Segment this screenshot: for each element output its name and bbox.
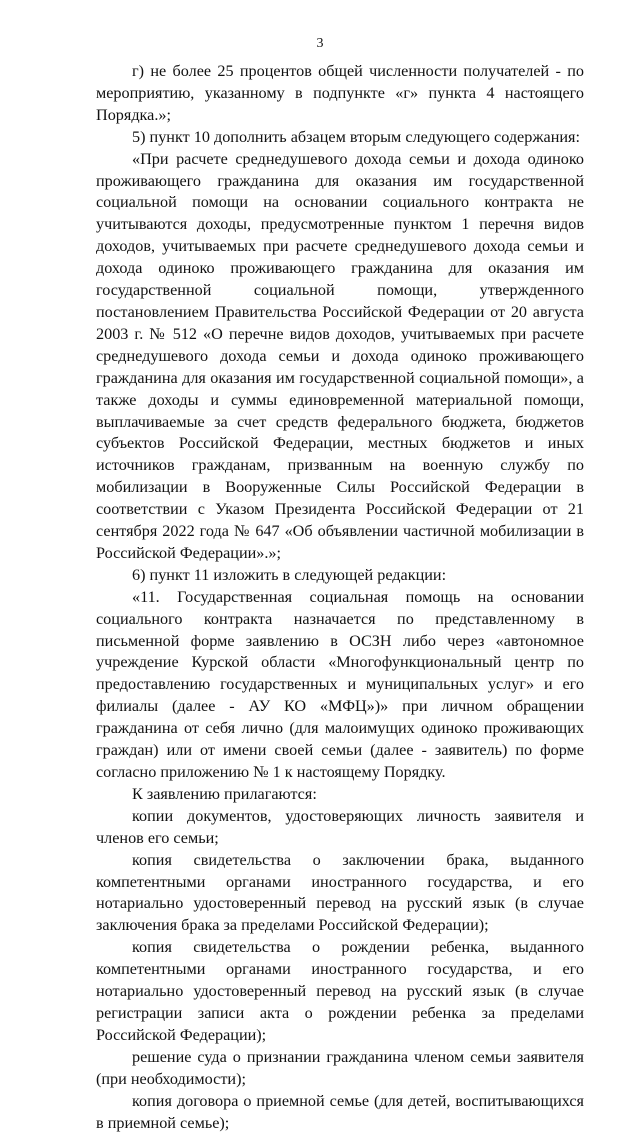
paragraph-attachments-intro: К заявлению прилагаются: [132, 784, 317, 803]
document-body [96, 61, 584, 1134]
page-number: 3 [316, 36, 324, 51]
paragraph-item-10-text: «При расчете среднедушевого дохода семьи и дохода одиноко проживающего гражданина для оказания им государственной социальной помощи на основании социального контракта не учитываются доходы, предусмотренные пунктом 1 перечня видов доходов, учитываемых при расчете среднедушевого дохода семьи и дохода одиноко проживающего гражданина для оказания им государственной социальной помощи, утвержденного постановлением Правительства Российской Федерации от 20 августа 2003 г. № 512 «О перечне видов доходов, учитываемых при расчете среднедушевого дохода семьи и дохода одиноко проживающего гражданина для оказания им государственной социальной помощи», а также доходы и суммы единовременной материальной помощи, выплачиваемые за счет средств федерального бюджета, бюджетов субъектов Российской Федерации, местных бюджетов и иных источников гражданам, призванным на военную службу по мобилизации в Вооруженные Силы Российской Федерации в соответствии с Указом Президента Российской Федерации от 21 сентября 2022 года № 647 «Об объявлении частичной мобилизации в Российской Федерации».»; [96, 149, 584, 562]
paragraph-item-5: 5) пункт 10 дополнить абзацем вторым следующего содержания: [132, 127, 580, 146]
list-item: решение суда о признании гражданина членом семьи заявителя (при необходимости); [96, 1047, 584, 1088]
paragraph-item-6: 6) пункт 11 изложить в следующей редакции: [132, 565, 447, 584]
paragraph-item-11-text: «11. Государственная социальная помощь на основании социального контракта назначается по представленному в письменной форме заявлению в ОСЗН либо через «автономное учреждение Курской области «Многофункциональный центр по предоставлению государственных и муниципальных услуг» и его филиалы (далее - АУ КО «МФЦ»)» при личном обращении гражданина от себя лично (для малоимущих одиноко проживающих граждан) или от имени своей семьи (далее - заявитель) по форме согласно приложению № 1 к настоящему Порядку. [96, 587, 584, 781]
list-item: копии документов, удостоверяющих личность заявителя и членов его семьи; [96, 806, 584, 847]
paragraph-subpoint-g: г) не более 25 процентов общей численности получателей - по мероприятию, указанному в подпункте «г» пункта 4 настоящего Порядка.»; [96, 62, 584, 124]
list-item: копия свидетельства о рождении ребенка, выданного компетентными органами иностранного государства, и его нотариально удостоверенный перевод на русский язык (в случае регистрации записи акта о рождении ребенка за пределами Российской Федерации); [96, 938, 584, 1044]
list-item: копия договора о приемной семье (для детей, воспитывающихся в приемной семье); [96, 1091, 584, 1132]
list-item: копия свидетельства о заключении брака, выданного компетентными органами иностранного государства, и его нотариально удостоверенный перевод на русский язык (в случае заключения брака за пределами Российской Федерации); [96, 850, 584, 935]
